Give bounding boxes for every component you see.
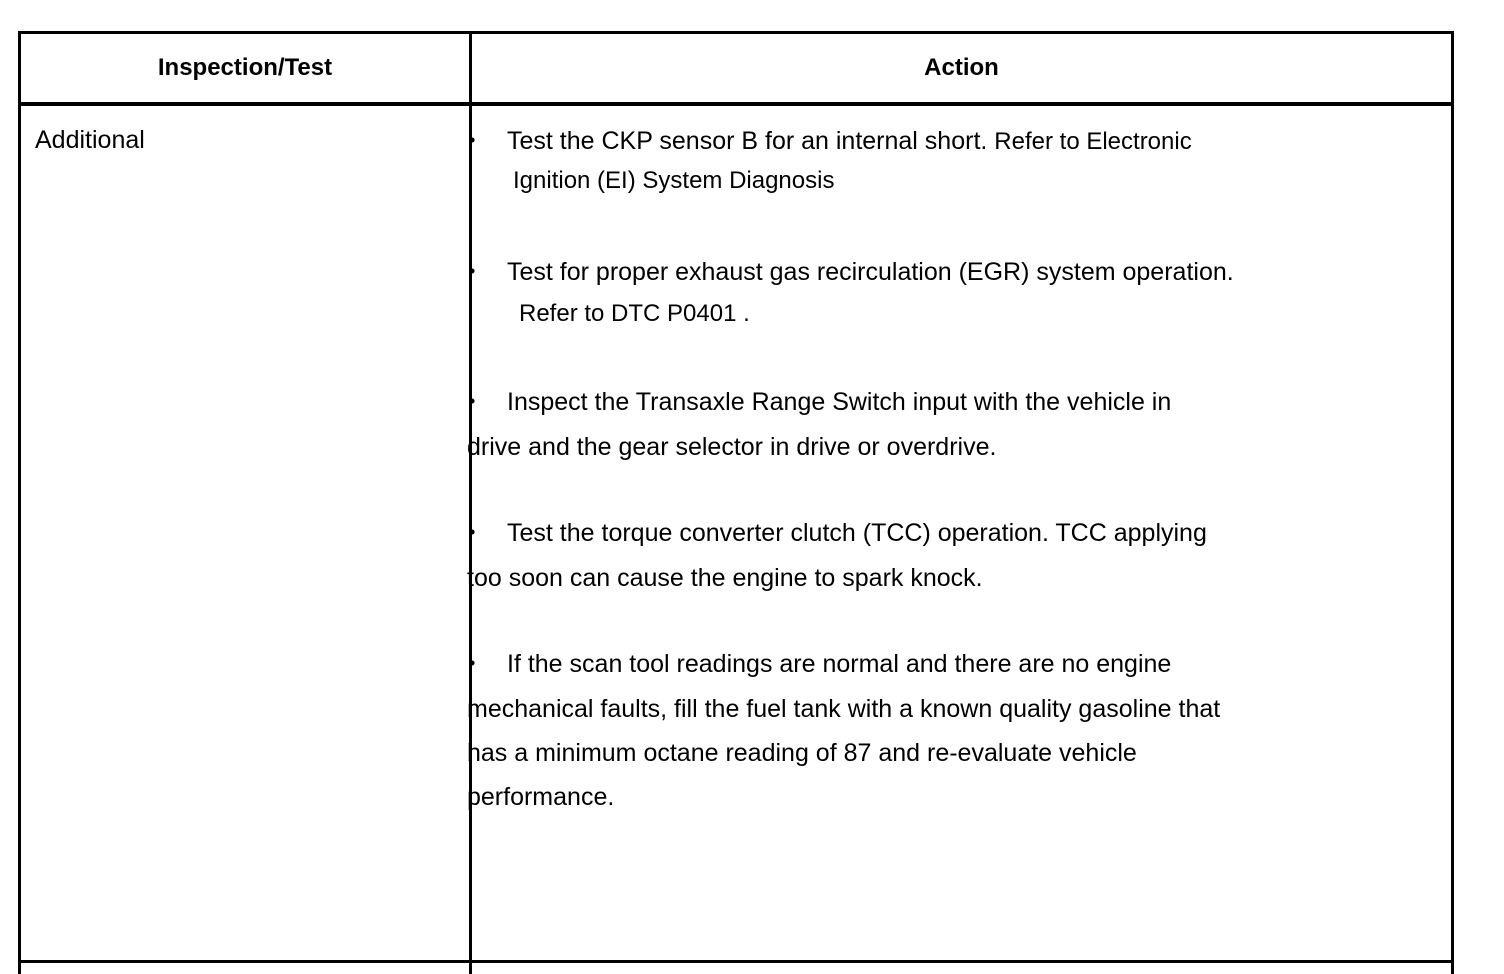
action-4-line2: too soon can cause the engine to spark knock. xyxy=(467,564,983,593)
header-inspection-test: Inspection/Test xyxy=(157,54,333,81)
action-2-main: Test for proper exhaust gas recirculation (EGR) system operation. xyxy=(507,258,1234,286)
bullet-icon: • xyxy=(469,261,476,282)
action-5-line3: has a minimum octane reading of 87 and re-evaluate vehicle xyxy=(467,739,1137,768)
table-bottom-border xyxy=(21,960,1451,963)
inspection-cell: Additional xyxy=(35,126,145,154)
header-divider xyxy=(21,102,1451,106)
action-5-line4: performance. xyxy=(467,783,615,812)
action-3-line1: Inspect the Transaxle Range Switch input with the vehicle in xyxy=(507,388,1172,416)
action-5-line1: If the scan tool readings are normal and there are no engine xyxy=(507,650,1172,678)
header-action: Action xyxy=(924,54,999,81)
bullet-icon: • xyxy=(469,130,476,151)
action-item-1 xyxy=(467,119,1347,198)
action-4-line1: Test the torque converter clutch (TCC) operation. TCC applying xyxy=(507,519,1207,547)
action-1-ref-part1[interactable]: Refer to Electronic xyxy=(994,128,1192,155)
action-1-main: Test the CKP sensor B for an internal short. xyxy=(507,127,988,155)
action-item-3 xyxy=(467,380,1347,469)
action-1-ref-part2[interactable]: Ignition (EI) System Diagnosis xyxy=(513,167,835,195)
bullet-icon: • xyxy=(469,653,476,674)
bullet-icon: • xyxy=(469,391,476,412)
action-3-line2: drive and the gear selector in drive or overdrive. xyxy=(467,433,997,462)
action-item-2 xyxy=(467,250,1347,333)
action-item-4 xyxy=(467,511,1347,600)
action-2-ref[interactable]: Refer to DTC P0401 . xyxy=(519,300,750,328)
bullet-icon: • xyxy=(469,522,476,543)
action-5-line2: mechanical faults, fill the fuel tank with a known quality gasoline that xyxy=(467,695,1221,724)
action-item-5 xyxy=(467,642,1347,819)
